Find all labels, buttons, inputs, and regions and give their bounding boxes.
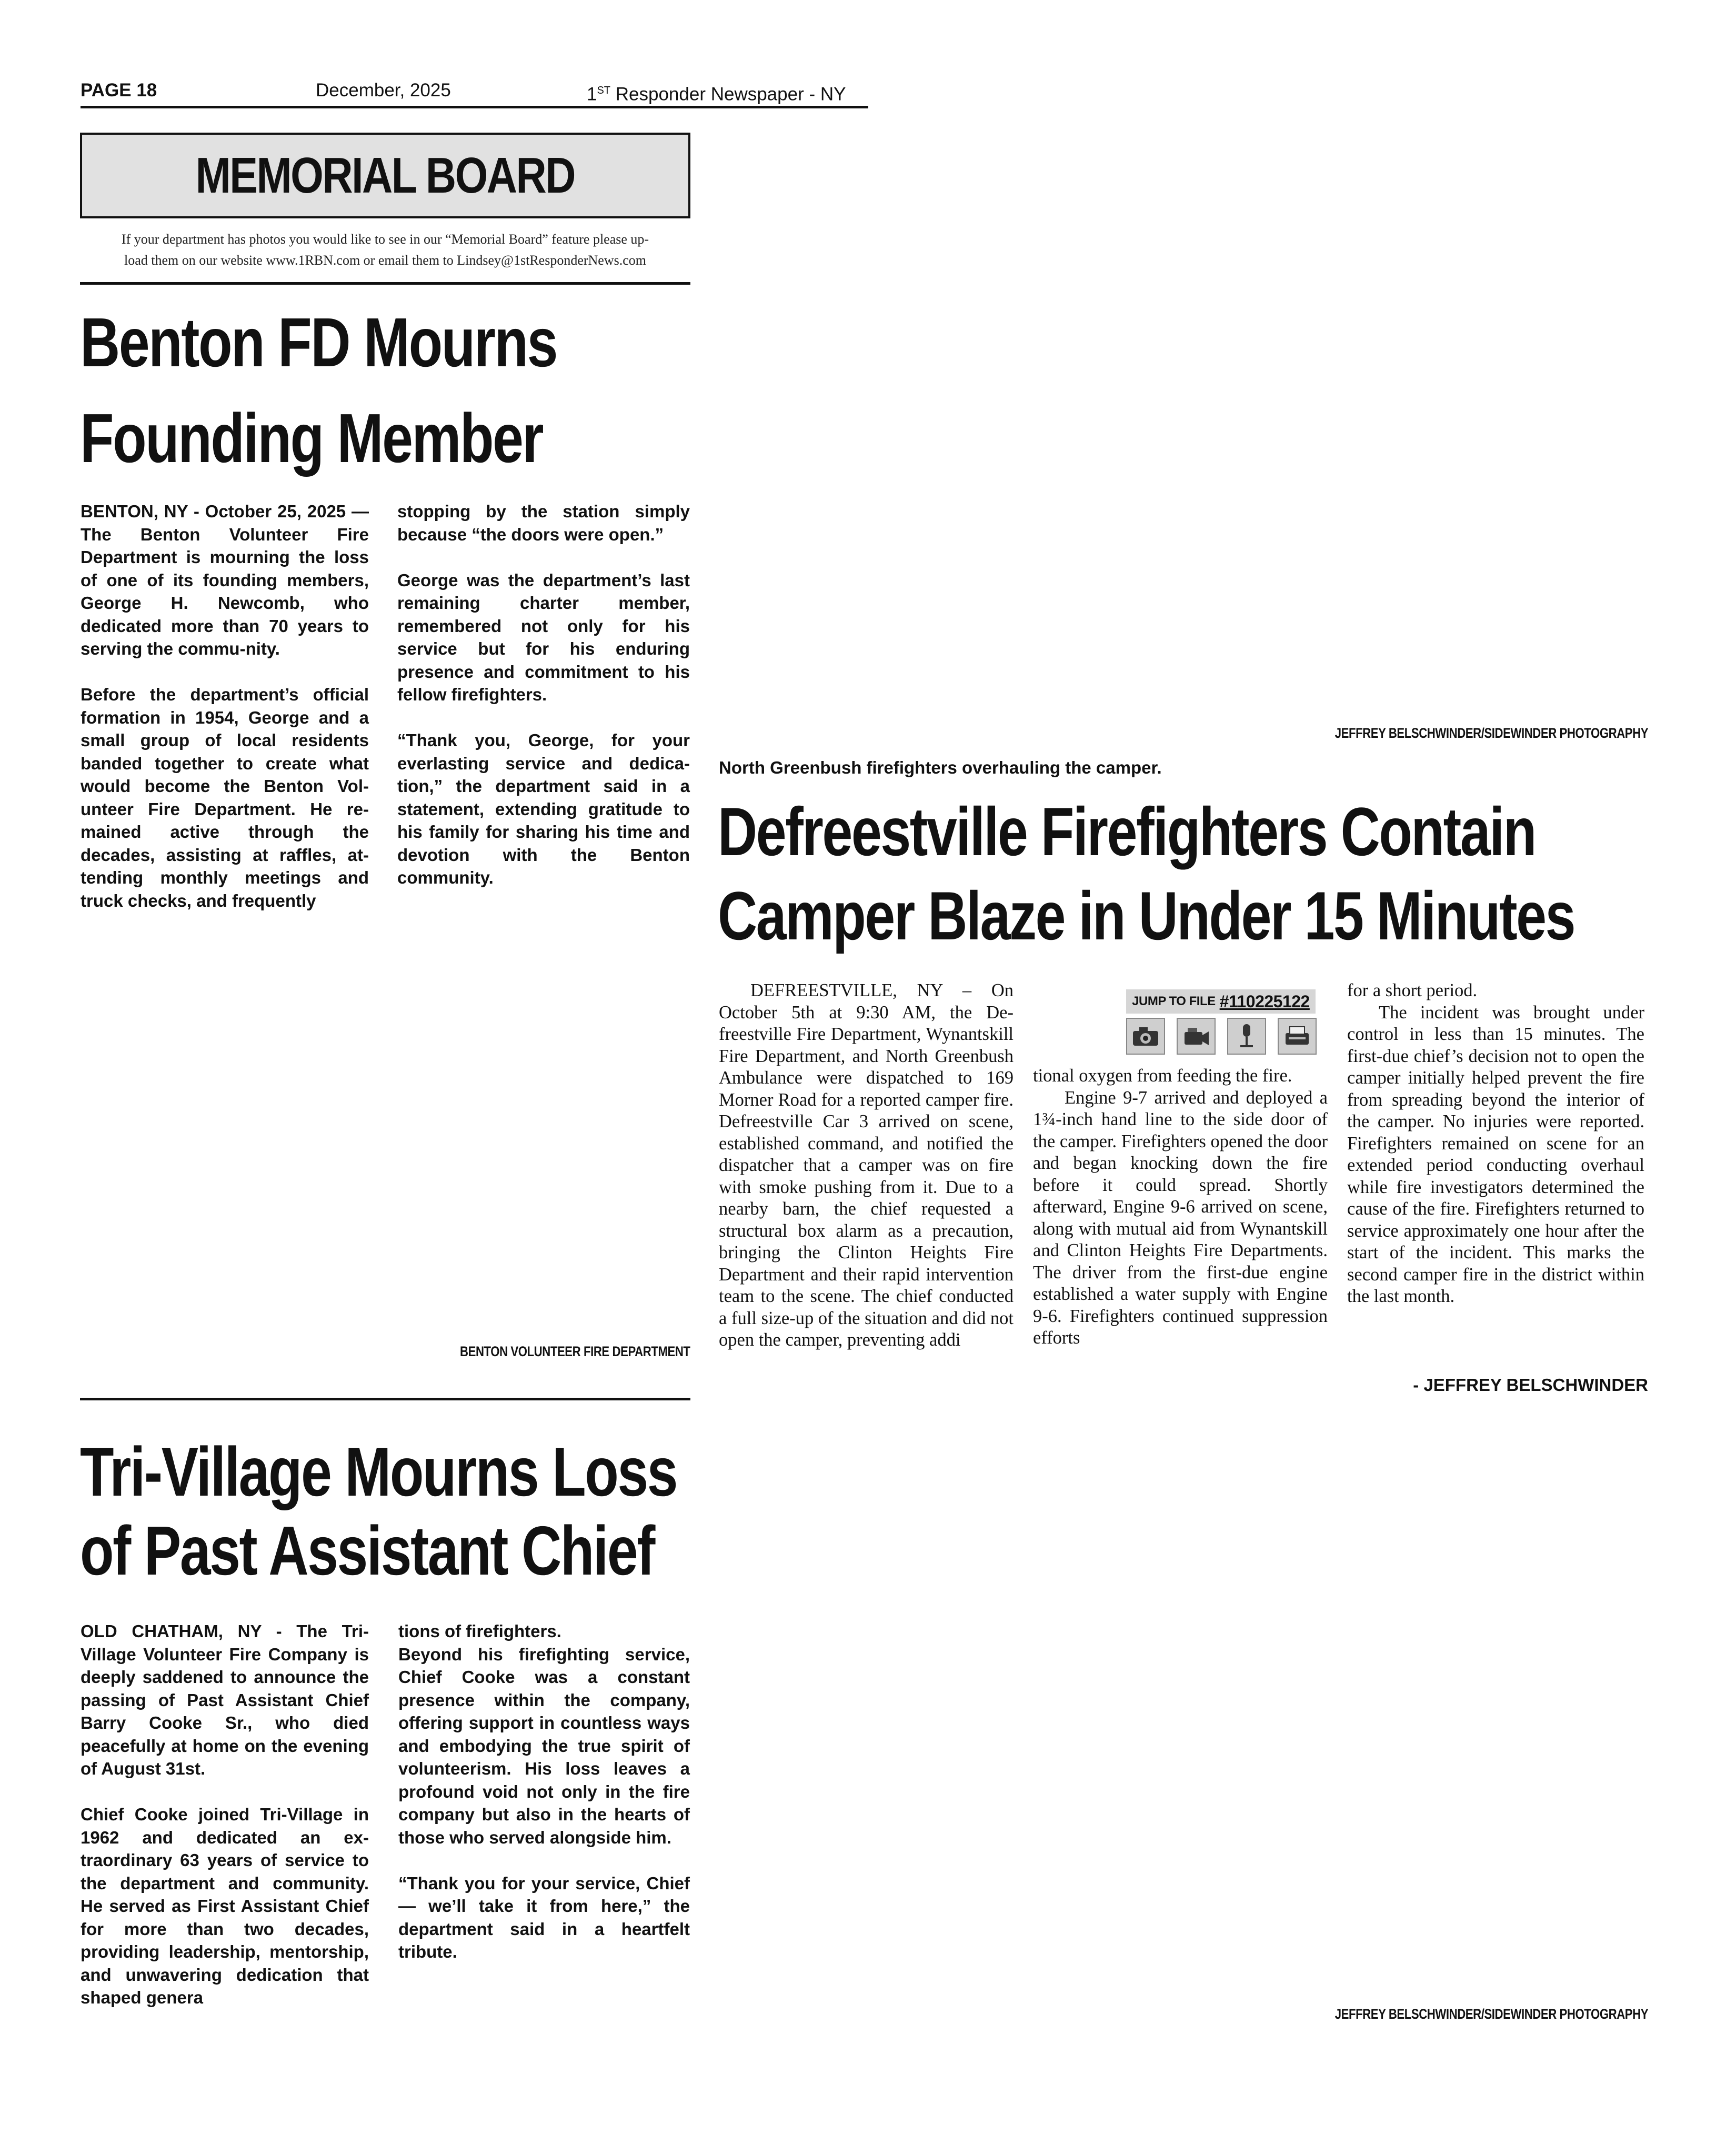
benton-column-1: BENTON, NY - October 25, 2025 — The Benton Volunteer Fire Department is mourning the loss of one of its founding members, George H. Newcomb, who dedicated more than 70 years to serving the commu-nity. Before the department’s official formation in 1954, George and a small group of local residents banded together to create what would become the Benton Volunteer Fire Department. He remained active through the decades, assisting at raffles, attending monthly meetings and truck checks, and frequently <box>81 502 369 910</box>
section-rule <box>80 1398 690 1400</box>
memorial-board-banner <box>80 133 690 218</box>
camera-icon[interactable] <box>1126 1018 1165 1055</box>
defreestville-photo-caption: North Greenbush firefighters overhauling the camper. <box>719 758 1162 777</box>
defreestville-column-1: DEFREESTVILLE, NY – On October 5th at 9:30 AM, the Defreestville Fire Department, Wynantskill Fire Department, and North Greenbush Ambulance were dispatched to 169 Morner Road for a reported camper fire. Defreestville Car 3 arrived on scene, established command, and notified the dispatcher that a camper was on fire with smoke pushing from it. Due to a nearby barn, the chief requested a structural box alarm as a precaution, bringing the Clinton Heights Fire Department and their rapid intervention team to the scene. The chief conducted a full size-up of the situation and did not open the camper, preventing addi <box>719 980 1013 1350</box>
document-scanner-icon[interactable] <box>1278 1018 1317 1055</box>
trivillage-photo-credit: JEFFREY BELSCHWINDER/SIDEWINDER PHOTOGRAPHY <box>1334 2006 1648 2022</box>
newspaper-name: 1ST Responder Newspaper - NY <box>587 84 846 105</box>
section-rule <box>80 282 690 285</box>
jump-to-file[interactable] <box>1121 989 1321 1058</box>
defreestville-byline: - JEFFREY BELSCHWINDER <box>1413 1375 1648 1395</box>
defreestville-photo-credit: JEFFREY BELSCHWINDER/SIDEWINDER PHOTOGRAPHY <box>1334 725 1648 741</box>
benton-column-2: stopping by the station simply because “the doors were open.” George was the department’s last remaining charter member, remembered not only for his service but for his enduring presence and commitment to his fellow firefighters. “Thank you, George, for your everlasting service and dedication,” the department said in a statement, extending gratitude to his family for sharing his time and devotion with the Benton community. <box>397 502 690 887</box>
trivillage-headline: Tri-Village Mourns Loss of Past Assistant Chief <box>80 1433 677 1589</box>
trivillage-column-2: tions of firefighters. Beyond his firefighting service, Chief Cooke was a constant presence within the company, offering support in countless ways and embodying the true spirit of volunteerism. His loss leaves a profound void not only in the fire company but also in the hearts of those who served alongside him. “Thank you for your service, Chief — we’ll take it from here,” the department said in a heartfelt tribute. <box>398 1621 690 1961</box>
memorial-board-title: MEMORIAL BOARD <box>195 147 575 204</box>
microphone-icon[interactable] <box>1227 1018 1266 1055</box>
benton-photo-credit: BENTON VOLUNTEER FIRE DEPARTMENT <box>460 1344 690 1359</box>
defreestville-headline: Defreestville Firefighters Contain Camper Blaze in Under 15 Minutes <box>718 793 1575 954</box>
defreestville-column-2: tional oxygen from feeding the fire. Engine 9-7 arrived and deployed a 1¾-inch hand line to the side door of the camper. Firefighters opened the door and began knocking down the fire before it could spread. Shortly afterward, Engine 9-6 arrived on scene, along with mutual aid from Wynantskill and Clinton Heights Fire Departments. The driver from the first-due engine established a water supply with Engine 9-6. Firefighters continued suppression efforts <box>1033 1066 1328 1348</box>
video-camera-icon[interactable] <box>1177 1018 1216 1055</box>
memorial-board-note: If your department has photos you would like to see in our “Memorial Board” feature please up- load them on our website www.1RBN.com or email them to Lindsey@1stResponderNews.com <box>121 232 649 268</box>
benton-headline: Benton FD Mourns Founding Member <box>80 304 557 477</box>
jump-to-file-label[interactable]: JUMP TO FILE #110225122 <box>1126 989 1316 1014</box>
issue-date: December, 2025 <box>316 80 451 101</box>
jump-to-file-icons <box>1126 1018 1317 1055</box>
defreestville-column-3: for a short period. The incident was brought under control in less than 15 minutes. The first-due chief’s decision not to open the camper initially helped prevent the fire from spreading beyond the interior of the camper. No injuries were reported. Firefighters remained on scene for an extended period conducting overhaul while fire investigators determined the cause of the fire. Firefighters returned to service approximately one hour after the start of the incident. This marks the second camper fire in the district within the last month. <box>1347 980 1644 1306</box>
trivillage-column-1: OLD CHATHAM, NY - The Tri-Village Volunteer Fire Company is deeply saddened to announce the passing of Past Assistant Chief Barry Cooke Sr., who died peacefully at home on the evening of August 31st. Chief Cooke joined Tri-Village in 1962 and dedicated an extraordinary 63 years of service to the department and community. He served as First Assistant Chief for more than two decades, providing leadership, mentorship, and unwavering dedication that shaped genera <box>81 1621 369 2007</box>
header-rule <box>81 106 868 108</box>
jump-to-file-number[interactable]: #110225122 <box>1219 991 1310 1011</box>
page-number: PAGE 18 <box>81 80 157 101</box>
